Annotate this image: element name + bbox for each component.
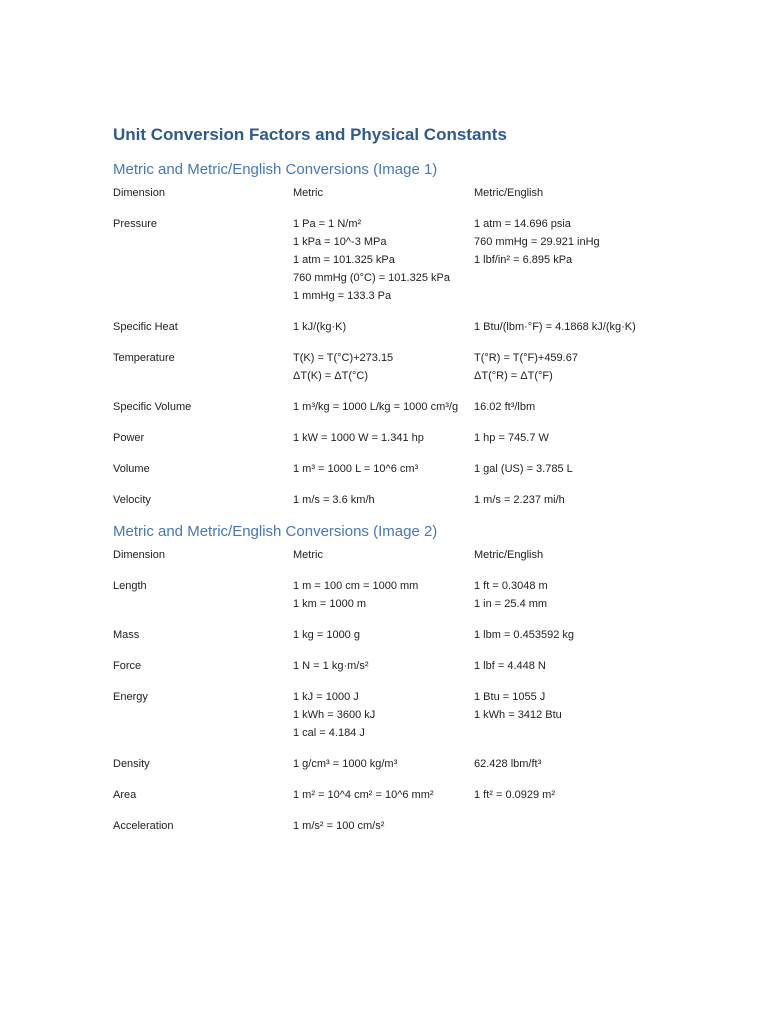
conversion-line: 1 km = 1000 m bbox=[293, 598, 367, 610]
dimension-cell: Specific Heat bbox=[113, 321, 178, 333]
conversion-line: 1 ft² = 0.0929 m² bbox=[474, 789, 556, 801]
conversion-line: 1 m/s² = 100 cm/s² bbox=[293, 820, 385, 832]
table-header-row bbox=[113, 546, 733, 564]
metric-english-cell bbox=[474, 626, 733, 644]
conversion-line: 760 mmHg = 29.921 inHg bbox=[474, 236, 600, 248]
column-header: Dimension bbox=[113, 549, 165, 561]
conversion-line: 1 kW = 1000 W = 1.341 hp bbox=[293, 432, 424, 444]
table-row bbox=[113, 318, 733, 336]
conversion-line: 1 atm = 101.325 kPa bbox=[293, 254, 395, 266]
conversion-line: 1 lbf = 4.448 N bbox=[474, 660, 546, 672]
metric-english-cell bbox=[474, 755, 733, 773]
conversion-section bbox=[113, 160, 733, 509]
conversion-line: 1 m = 100 cm = 1000 mm bbox=[293, 580, 419, 592]
metric-english-cell bbox=[474, 318, 733, 336]
conversion-line: T(K) = T(°C)+273.15 bbox=[293, 352, 394, 364]
table-row bbox=[113, 429, 733, 447]
metric-english-cell bbox=[474, 460, 733, 478]
table-header-row bbox=[113, 184, 733, 202]
conversion-line: ΔT(°R) = ΔT(°F) bbox=[474, 370, 553, 382]
dimension-cell: Velocity bbox=[113, 494, 151, 506]
dimension-cell: Acceleration bbox=[113, 820, 174, 832]
conversion-line: 1 N = 1 kg·m/s² bbox=[293, 660, 369, 672]
document-page bbox=[113, 122, 733, 848]
conversion-line: 1 Pa = 1 N/m² bbox=[293, 218, 362, 230]
table-row bbox=[113, 349, 733, 385]
conversion-line: 1 hp = 745.7 W bbox=[474, 432, 549, 444]
dimension-cell: Volume bbox=[113, 463, 150, 475]
dimension-cell: Mass bbox=[113, 629, 140, 641]
table-row bbox=[113, 755, 733, 773]
metric-cell bbox=[293, 626, 474, 644]
conversion-line: 1 kg = 1000 g bbox=[293, 629, 360, 641]
conversion-line: 1 mmHg = 133.3 Pa bbox=[293, 290, 392, 302]
document-title: Unit Conversion Factors and Physical Constants bbox=[113, 125, 507, 144]
conversion-line: T(°R) = T(°F)+459.67 bbox=[474, 352, 578, 364]
conversion-line: 1 g/cm³ = 1000 kg/m³ bbox=[293, 758, 398, 770]
table-row bbox=[113, 491, 733, 509]
metric-cell bbox=[293, 215, 474, 305]
metric-english-cell bbox=[474, 786, 733, 804]
conversion-line: 1 m³ = 1000 L = 10^6 cm³ bbox=[293, 463, 419, 475]
table-row bbox=[113, 786, 733, 804]
metric-cell bbox=[293, 755, 474, 773]
conversion-line: 1 kWh = 3412 Btu bbox=[474, 709, 562, 721]
conversion-table bbox=[113, 546, 733, 835]
dimension-cell: Length bbox=[113, 580, 147, 592]
conversion-line: 1 kJ = 1000 J bbox=[293, 691, 359, 703]
column-header: Metric bbox=[293, 549, 323, 561]
table-row bbox=[113, 817, 733, 835]
conversion-line: 1 m/s = 2.237 mi/h bbox=[474, 494, 565, 506]
conversion-line: 1 cal = 4.184 J bbox=[293, 727, 365, 739]
table-row bbox=[113, 460, 733, 478]
conversion-section bbox=[113, 522, 733, 835]
metric-cell bbox=[293, 429, 474, 447]
column-header: Metric/English bbox=[474, 187, 544, 199]
metric-cell bbox=[293, 349, 474, 385]
section-heading: Metric and Metric/English Conversions (Image 1) bbox=[113, 161, 438, 178]
dimension-cell: Temperature bbox=[113, 352, 175, 364]
metric-cell bbox=[293, 491, 474, 509]
conversion-line: 760 mmHg (0°C) = 101.325 kPa bbox=[293, 272, 450, 284]
dimension-cell: Force bbox=[113, 660, 142, 672]
conversion-line: 1 kJ/(kg·K) bbox=[293, 321, 347, 333]
conversion-line: 1 Btu/(lbm·°F) = 4.1868 kJ/(kg·K) bbox=[474, 321, 636, 333]
metric-english-cell bbox=[474, 577, 733, 613]
metric-english-cell bbox=[474, 817, 733, 835]
metric-cell bbox=[293, 817, 474, 835]
table-row bbox=[113, 688, 733, 742]
table-row bbox=[113, 215, 733, 305]
conversion-line: 16.02 ft³/lbm bbox=[474, 401, 536, 413]
conversion-line: 1 ft = 0.3048 m bbox=[474, 580, 548, 592]
metric-english-cell bbox=[474, 657, 733, 675]
metric-cell bbox=[293, 577, 474, 613]
dimension-cell: Area bbox=[113, 789, 137, 801]
metric-cell bbox=[293, 460, 474, 478]
metric-cell bbox=[293, 688, 474, 742]
conversion-line: 1 kPa = 10^-3 MPa bbox=[293, 236, 387, 248]
conversion-line: 62.428 lbm/ft³ bbox=[474, 758, 542, 770]
metric-english-cell bbox=[474, 429, 733, 447]
metric-english-cell bbox=[474, 215, 733, 305]
dimension-cell: Pressure bbox=[113, 218, 158, 230]
conversion-line: 1 lbm = 0.453592 kg bbox=[474, 629, 574, 641]
dimension-cell: Energy bbox=[113, 691, 148, 703]
metric-cell bbox=[293, 318, 474, 336]
column-header: Dimension bbox=[113, 187, 165, 199]
table-row bbox=[113, 398, 733, 416]
table-row bbox=[113, 657, 733, 675]
conversion-line: 1 Btu = 1055 J bbox=[474, 691, 546, 703]
conversion-line: ΔT(K) = ΔT(°C) bbox=[293, 370, 369, 382]
conversion-line: 1 m³/kg = 1000 L/kg = 1000 cm³/g bbox=[293, 401, 459, 413]
conversion-line: 1 m² = 10^4 cm² = 10^6 mm² bbox=[293, 789, 434, 801]
table-row bbox=[113, 577, 733, 613]
conversion-line: 1 in = 25.4 mm bbox=[474, 598, 548, 610]
conversion-line: 1 lbf/in² = 6.895 kPa bbox=[474, 254, 573, 266]
metric-cell bbox=[293, 398, 474, 416]
dimension-cell: Specific Volume bbox=[113, 401, 192, 413]
sections-container bbox=[113, 160, 733, 835]
metric-cell bbox=[293, 786, 474, 804]
conversion-line: 1 kWh = 3600 kJ bbox=[293, 709, 376, 721]
table-row bbox=[113, 626, 733, 644]
conversion-line: 1 gal (US) = 3.785 L bbox=[474, 463, 573, 475]
metric-english-cell bbox=[474, 688, 733, 742]
metric-english-cell bbox=[474, 491, 733, 509]
metric-cell bbox=[293, 657, 474, 675]
metric-english-cell bbox=[474, 349, 733, 385]
dimension-cell: Power bbox=[113, 432, 145, 444]
metric-english-cell bbox=[474, 398, 733, 416]
conversion-table bbox=[113, 184, 733, 509]
dimension-cell: Density bbox=[113, 758, 150, 770]
column-header: Metric/English bbox=[474, 549, 544, 561]
conversion-line: 1 m/s = 3.6 km/h bbox=[293, 494, 375, 506]
column-header: Metric bbox=[293, 187, 323, 199]
section-heading: Metric and Metric/English Conversions (Image 2) bbox=[113, 523, 438, 540]
conversion-line: 1 atm = 14.696 psia bbox=[474, 218, 571, 230]
